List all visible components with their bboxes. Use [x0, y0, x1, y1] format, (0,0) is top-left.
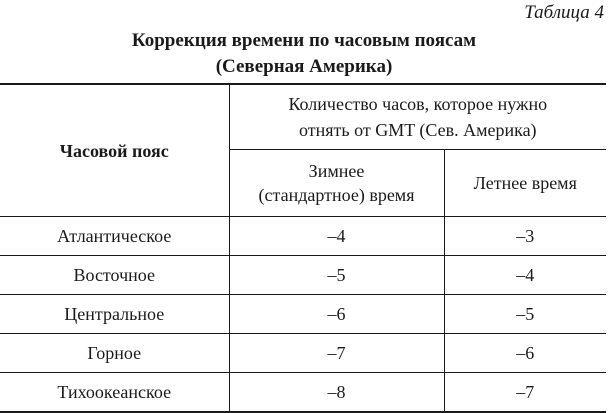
summer-offset-cell: –7	[444, 373, 606, 413]
table-row	[0, 217, 606, 256]
header-hours-to-subtract	[229, 84, 606, 150]
header-hours-line1: Количество часов, которое нужно	[288, 94, 548, 114]
winter-offset-cell: –5	[229, 256, 444, 295]
winter-offset-cell: –6	[229, 295, 444, 334]
zone-cell: Тихоокеанское	[0, 373, 229, 413]
table-number-label: Таблица 4	[524, 2, 604, 23]
table-subtitle: (Северная Америка)	[215, 56, 393, 77]
zone-cell: Атлантическое	[0, 217, 229, 256]
summer-offset-cell: –6	[444, 334, 606, 373]
zone-cell: Центральное	[0, 295, 229, 334]
header-summer-time: Летнее время	[444, 150, 606, 217]
winter-offset-cell: –8	[229, 373, 444, 413]
table-row	[0, 373, 606, 413]
winter-offset-cell: –4	[229, 217, 444, 256]
header-winter-line1: Зимнее	[308, 161, 365, 181]
zone-cell: Восточное	[0, 256, 229, 295]
table-row	[0, 256, 606, 295]
header-time-zone: Часовой пояс	[0, 84, 229, 217]
zone-cell: Горное	[0, 334, 229, 373]
table-row	[0, 295, 606, 334]
winter-offset-cell: –7	[229, 334, 444, 373]
header-winter-line2: (стандартное) время	[258, 185, 415, 205]
header-winter-time	[229, 150, 444, 217]
summer-offset-cell: –5	[444, 295, 606, 334]
time-zone-table	[0, 83, 606, 413]
header-hours-line2: отнять от GMT (Сев. Америка)	[298, 120, 537, 140]
table-title: Коррекция времени по часовым поясам	[131, 30, 477, 51]
summer-offset-cell: –4	[444, 256, 606, 295]
table-row	[0, 334, 606, 373]
summer-offset-cell: –3	[444, 217, 606, 256]
